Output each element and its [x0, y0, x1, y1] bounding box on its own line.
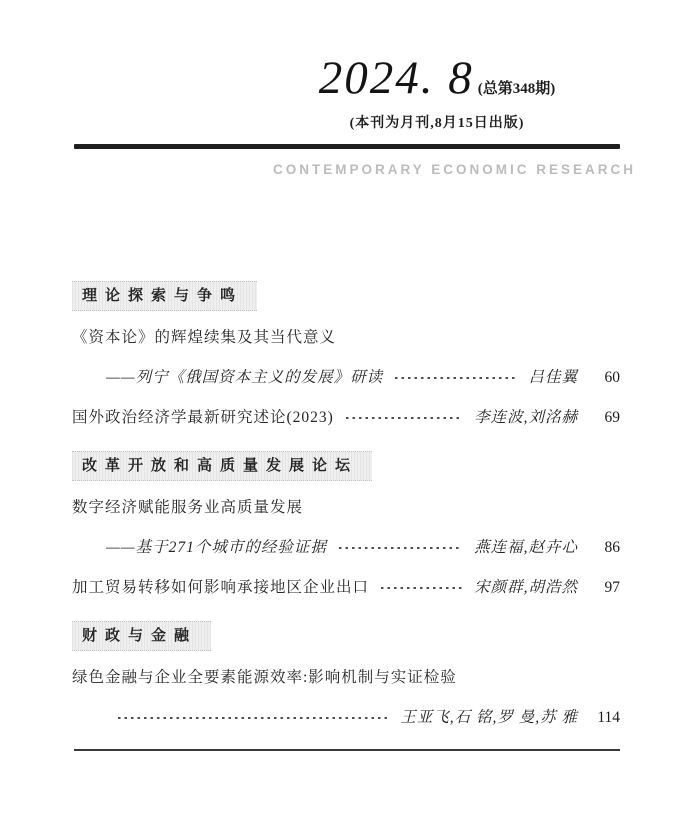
issue-line	[254, 52, 620, 104]
section-band-row-0	[72, 259, 620, 311]
article-authors: 宋颜群,胡浩然	[474, 579, 578, 596]
article-authors: 燕连福,赵卉心	[474, 539, 578, 556]
article-title-line	[72, 667, 620, 689]
publication-note: (本刊为月刊,8月15日出版)	[349, 116, 525, 131]
english-journal-title: CONTEMPORARY ECONOMIC RESEARCH	[272, 162, 636, 177]
article-title: 绿色金融与企业全要素能源效率:影响机制与实证检验	[72, 669, 457, 686]
dot-leader	[395, 377, 516, 379]
article-subtitle-line	[72, 537, 620, 559]
table-of-contents	[72, 259, 620, 729]
article-title: 《资本论》的辉煌续集及其当代意义	[72, 329, 337, 346]
article-title-line	[72, 327, 620, 349]
article-page-number: 60	[604, 369, 620, 386]
article-authors: 吕佳翼	[528, 369, 578, 386]
article-title: 加工贸易转移如何影响承接地区企业出口	[72, 579, 370, 596]
article-authors: 王亚飞,石 铭,罗 曼,苏 雅	[400, 709, 578, 726]
masthead-rule	[74, 144, 620, 149]
article-title-line	[72, 497, 620, 519]
dot-leader	[346, 417, 462, 419]
article-page-number: 69	[604, 409, 620, 426]
section-band-row-1	[72, 429, 620, 481]
footer-rule	[74, 749, 620, 751]
article-line	[72, 577, 620, 599]
article-page-number: 97	[604, 579, 620, 596]
article-authors: 李连波,刘洺赫	[474, 409, 578, 426]
article-title: 数字经济赋能服务业高质量发展	[72, 499, 304, 516]
section-title: 改革开放和高质量发展论坛	[72, 451, 372, 481]
article-subtitle: ——列宁《俄国资本主义的发展》研读	[106, 369, 384, 386]
issue-number: (总第348期)	[477, 81, 556, 97]
article-page-number: 86	[604, 539, 620, 556]
dot-leader	[381, 587, 462, 589]
section-band-row-2	[72, 599, 620, 651]
article-subtitle: ——基于271个城市的经验证据	[106, 539, 327, 556]
article-page-number: 114	[597, 709, 620, 726]
section-title: 理论探索与争鸣	[72, 281, 257, 311]
masthead	[254, 52, 620, 132]
dot-leader	[118, 717, 388, 719]
section-title: 财政与金融	[72, 621, 211, 651]
issue-date: 2024. 8	[318, 52, 474, 104]
article-subtitle-line	[72, 367, 620, 389]
article-title: 国外政治经济学最新研究述论(2023)	[72, 409, 334, 426]
article-subtitle-line	[72, 707, 620, 729]
dot-leader	[339, 547, 462, 549]
article-line	[72, 407, 620, 429]
